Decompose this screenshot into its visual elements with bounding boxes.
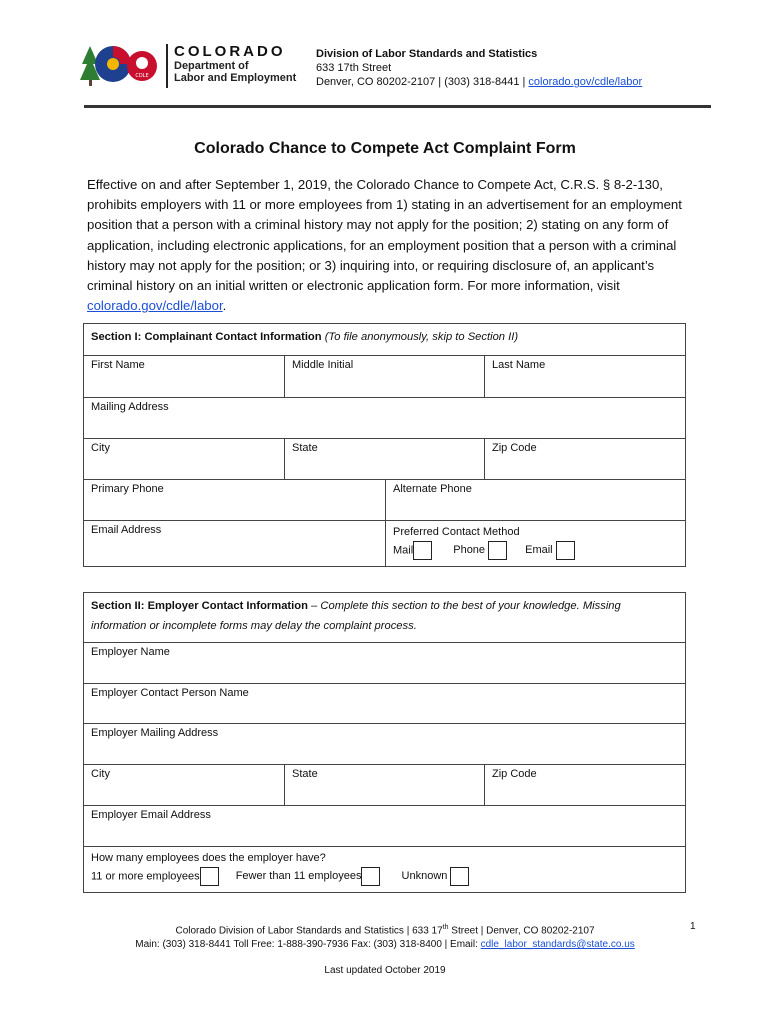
footer-email-link[interactable]: cdle_labor_standards@state.co.us	[480, 939, 635, 951]
city-field[interactable]	[84, 439, 284, 479]
intro-text: Effective on and after September 1, 2019, the Colorado Chance to Compete Act, C.R.S. § 8-2-130, prohibits employers with 11 or more employees from 1) stating in an advertisement for an employment position that a person with a criminal history may not apply for the position; 2) stating on any form of application, including electronic applications, for an employment position that a person with a criminal history may not apply for the position; or 3) inquiring into, or requiring disclosure of, an applicant’s criminal history on an initial written or electronic application form. For more information, visit	[87, 177, 682, 294]
form-title: Colorado Chance to Compete Act Complaint Form	[194, 140, 576, 157]
fewer-than-eleven-label: Fewer than 11 employees	[235, 870, 362, 883]
city-state-zip-row	[84, 438, 685, 479]
contact-person-field[interactable]	[84, 684, 685, 723]
employer-email-row	[84, 805, 685, 846]
section-1-title: Section I: Complainant Contact Information	[91, 331, 322, 343]
division-info	[316, 47, 642, 89]
employees-row	[84, 846, 685, 892]
name-row	[84, 355, 685, 397]
intro-end: .	[222, 298, 227, 314]
contact-person-row	[84, 683, 685, 723]
first-name-label: First Name	[91, 359, 145, 371]
employer-city-row	[84, 764, 685, 805]
primary-phone-label: Primary Phone	[91, 483, 164, 495]
section-2-header-row	[84, 593, 685, 642]
footer-line-1	[0, 921, 770, 938]
header-rule	[84, 105, 711, 108]
phone-row	[84, 479, 685, 520]
footer-line-1a: Colorado Division of Labor Standards and Statistics | 633 17	[175, 925, 443, 937]
phone-checkbox[interactable]	[488, 541, 507, 560]
email-field[interactable]	[84, 521, 385, 566]
dept-line-1: Department of	[174, 60, 249, 72]
email-option-label: Email	[525, 544, 553, 557]
state-field[interactable]	[284, 439, 484, 479]
state-label: State	[292, 442, 318, 454]
footer-line-2	[0, 938, 770, 952]
preferred-contact-options	[393, 541, 678, 560]
eleven-or-more-label: 11 or more employees	[91, 870, 200, 883]
phone-option-label: Phone	[453, 544, 486, 557]
contact-person-label: Employer Contact Person Name	[91, 687, 249, 699]
fewer-than-eleven-checkbox[interactable]	[361, 867, 380, 886]
email-checkbox[interactable]	[556, 541, 575, 560]
intro-paragraph	[87, 175, 687, 316]
dept-line-2: Labor and Employment	[174, 72, 297, 84]
division-contact-text: Denver, CO 80202-2107 | (303) 318-8441 |	[316, 76, 529, 88]
middle-initial-field[interactable]	[284, 356, 484, 397]
section-2-table	[83, 592, 686, 893]
employer-email-label: Employer Email Address	[91, 809, 211, 821]
section-1-table	[83, 323, 686, 567]
logo-cdle-text: CDLE	[135, 73, 149, 79]
footer	[0, 921, 770, 952]
division-title: Division of Labor Standards and Statistics	[316, 48, 538, 60]
footer-sup: th	[442, 924, 449, 931]
last-updated: Last updated October 2019	[324, 965, 446, 976]
employer-name-field[interactable]	[84, 643, 685, 683]
division-address: 633 17th Street	[316, 62, 392, 74]
section-1-heading	[84, 324, 685, 350]
first-name-field[interactable]	[84, 356, 284, 397]
footer-line-1b: Street | Denver, CO 80202-2107	[448, 925, 595, 937]
middle-initial-label: Middle Initial	[292, 359, 354, 371]
employer-address-label: Employer Mailing Address	[91, 727, 219, 739]
employer-state-field[interactable]	[284, 765, 484, 805]
city-label: City	[91, 442, 110, 454]
page-number: 1	[690, 921, 696, 932]
email-contact-row	[84, 520, 685, 566]
alternate-phone-field[interactable]	[385, 480, 685, 520]
employer-name-label: Employer Name	[91, 646, 170, 658]
employer-city-label: City	[91, 768, 110, 780]
employer-city-field[interactable]	[84, 765, 284, 805]
employer-zip-label: Zip Code	[492, 768, 537, 780]
brand-divider	[166, 44, 168, 88]
division-contact	[316, 75, 642, 89]
section-1-header-row	[84, 324, 685, 355]
employer-address-row	[84, 723, 685, 764]
section-2-dash: –	[307, 600, 321, 612]
cdle-logo	[78, 42, 158, 90]
eleven-or-more-checkbox[interactable]	[200, 867, 219, 886]
zip-field[interactable]	[484, 439, 685, 479]
alternate-phone-label: Alternate Phone	[393, 483, 472, 495]
email-label: Email Address	[91, 524, 162, 536]
mailing-address-label: Mailing Address	[91, 401, 169, 413]
employer-name-row	[84, 642, 685, 683]
division-link[interactable]: colorado.gov/cdle/labor	[528, 76, 643, 88]
last-name-field[interactable]	[484, 356, 685, 397]
section-1-note: (To file anonymously, skip to Section II)	[324, 331, 519, 343]
employees-cell	[84, 847, 685, 892]
employer-address-field[interactable]	[84, 724, 685, 764]
preferred-contact-label: Preferred Contact Method	[393, 526, 520, 538]
employer-state-label: State	[292, 768, 318, 780]
unknown-label: Unknown	[401, 870, 448, 883]
section-2-heading	[84, 593, 685, 639]
section-2-title: Section II: Employer Contact Information	[91, 600, 308, 612]
footer-line-2-text: Main: (303) 318-8441 Toll Free: 1-888-390-7936 Fax: (303) 318-8400 | Email:	[135, 939, 481, 951]
brand-name: COLORADO	[174, 43, 286, 60]
section-2-note: Complete this section to the best of your knowledge. Missing information or incomplete forms may delay the complaint process.	[91, 600, 621, 632]
employer-zip-field[interactable]	[484, 765, 685, 805]
employees-options	[91, 867, 678, 886]
zip-label: Zip Code	[492, 442, 537, 454]
last-name-label: Last Name	[492, 359, 546, 371]
preferred-contact-cell	[385, 521, 685, 566]
intro-link[interactable]: colorado.gov/cdle/labor	[87, 298, 223, 314]
primary-phone-field[interactable]	[84, 480, 385, 520]
brand-block	[174, 44, 296, 84]
mailing-address-row	[84, 397, 685, 438]
employer-email-field[interactable]	[84, 806, 685, 846]
mail-option-label: Mail	[393, 544, 414, 557]
mail-checkbox[interactable]	[413, 541, 432, 560]
mailing-address-field[interactable]	[84, 398, 685, 438]
unknown-checkbox[interactable]	[450, 867, 469, 886]
employees-question: How many employees does the employer have?	[91, 852, 326, 864]
